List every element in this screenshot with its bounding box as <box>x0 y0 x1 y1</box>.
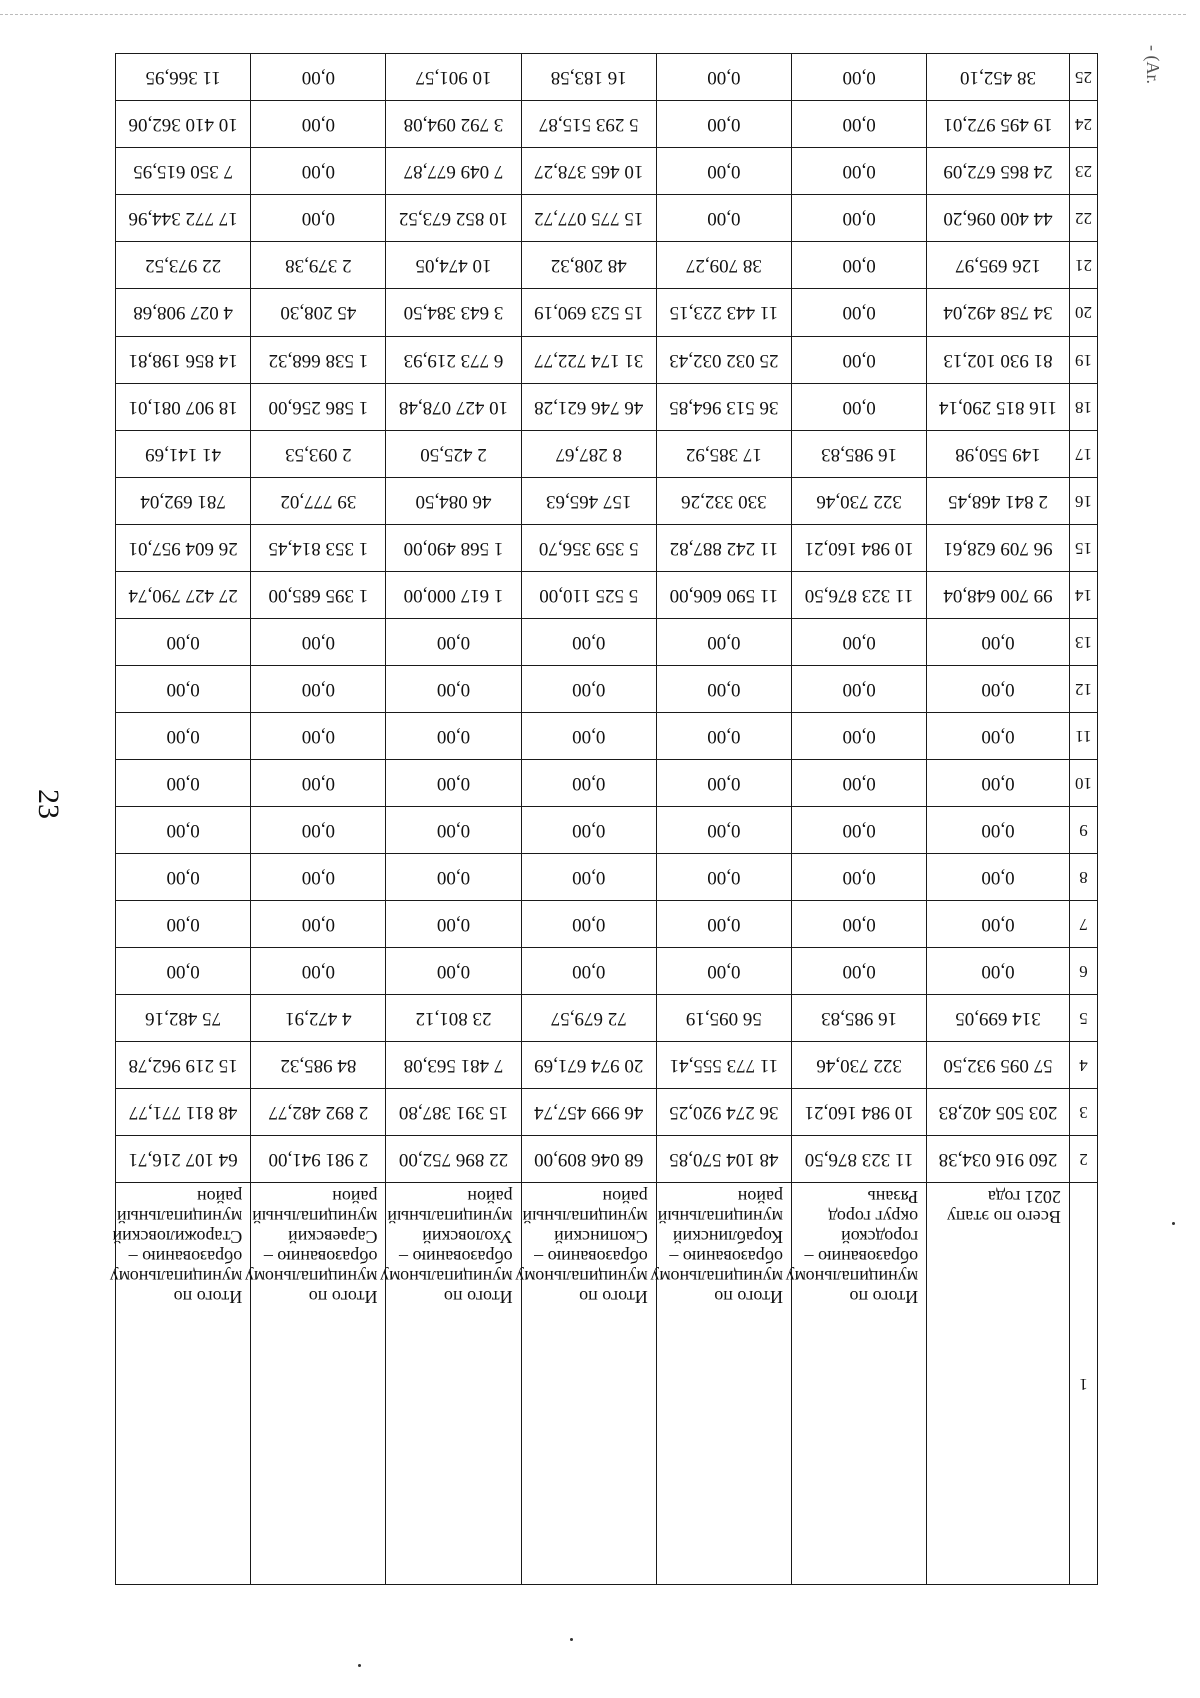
value-cell: 48 811 771,77 <box>116 1089 251 1136</box>
value-cell: 116 815 290,14 <box>927 383 1070 430</box>
value-cell: 0,00 <box>656 148 791 195</box>
value-cell: 2 892 482,77 <box>251 1089 386 1136</box>
value-cell: 27 427 790,74 <box>116 571 251 618</box>
rotated-table-wrapper <box>109 53 1098 1585</box>
value-cell: 0,00 <box>656 759 791 806</box>
value-cell: 7 350 615,95 <box>116 148 251 195</box>
value-cell: 0,00 <box>251 618 386 665</box>
value-cell: 0,00 <box>386 900 521 947</box>
value-cell: 0,00 <box>521 712 656 759</box>
value-cell: 0,00 <box>791 54 926 101</box>
value-cell: 5 359 356,70 <box>521 524 656 571</box>
value-cell: 0,00 <box>251 101 386 148</box>
table-row <box>116 1089 1098 1136</box>
table-row <box>116 947 1098 994</box>
table-holder <box>109 53 1098 1585</box>
column-number-cell: 5 <box>1069 994 1097 1041</box>
value-cell: 0,00 <box>656 900 791 947</box>
value-cell: 0,00 <box>927 618 1070 665</box>
value-cell: 10 984 160,21 <box>791 1089 926 1136</box>
value-cell: 15 391 387,80 <box>386 1089 521 1136</box>
column-number-cell: 14 <box>1069 571 1097 618</box>
table-row <box>116 242 1098 289</box>
value-cell: 25 032 032,43 <box>656 336 791 383</box>
column-number-cell: 22 <box>1069 195 1097 242</box>
table-row <box>116 430 1098 477</box>
column-number-cell: 4 <box>1069 1041 1097 1088</box>
value-cell: 0,00 <box>791 665 926 712</box>
row-label-cell: Итого по муниципальному образованию – Старожиловский муниципальный район <box>116 1183 251 1585</box>
column-number-cell: 23 <box>1069 148 1097 195</box>
value-cell: 16 985,83 <box>791 994 926 1041</box>
value-cell: 46 999 457,74 <box>521 1089 656 1136</box>
table-row <box>116 618 1098 665</box>
table-row <box>116 665 1098 712</box>
table-row <box>116 148 1098 195</box>
value-cell: 0,00 <box>521 806 656 853</box>
row-label-cell: Итого по муниципальному образованию – Скопинский муниципальный район <box>521 1183 656 1585</box>
value-cell: 0,00 <box>386 665 521 712</box>
value-cell: 3 792 094,08 <box>386 101 521 148</box>
value-cell: 16 985,83 <box>791 430 926 477</box>
value-cell: 0,00 <box>116 712 251 759</box>
value-cell: 0,00 <box>791 195 926 242</box>
table-row <box>116 1041 1098 1088</box>
value-cell: 0,00 <box>927 665 1070 712</box>
value-cell: 38 452,10 <box>927 54 1070 101</box>
value-cell: 46 084,50 <box>386 477 521 524</box>
value-cell: 0,00 <box>386 759 521 806</box>
value-cell: 0,00 <box>521 900 656 947</box>
scan-speck <box>358 1664 361 1667</box>
value-cell: 11 366,95 <box>116 54 251 101</box>
table-row <box>116 994 1098 1041</box>
value-cell: 0,00 <box>927 712 1070 759</box>
value-cell: 10 410 362,06 <box>116 101 251 148</box>
value-cell: 11 323 876,50 <box>791 1136 926 1183</box>
value-cell: 17 385,92 <box>656 430 791 477</box>
value-cell: 0,00 <box>251 665 386 712</box>
column-number-cell: 18 <box>1069 383 1097 430</box>
value-cell: 0,00 <box>116 947 251 994</box>
value-cell: 11 242 887,82 <box>656 524 791 571</box>
value-cell: 0,00 <box>251 54 386 101</box>
value-cell: 0,00 <box>656 195 791 242</box>
value-cell: 0,00 <box>116 665 251 712</box>
value-cell: 0,00 <box>927 947 1070 994</box>
value-cell: 57 095 932,50 <box>927 1041 1070 1088</box>
value-cell: 10 474,05 <box>386 242 521 289</box>
column-number-cell: 16 <box>1069 477 1097 524</box>
table-row <box>116 289 1098 336</box>
value-cell: 0,00 <box>791 853 926 900</box>
column-number-cell: 12 <box>1069 665 1097 712</box>
value-cell: 18 907 081,01 <box>116 383 251 430</box>
value-cell: 75 482,16 <box>116 994 251 1041</box>
value-cell: 24 865 672,09 <box>927 148 1070 195</box>
value-cell: 10 852 673,52 <box>386 195 521 242</box>
value-cell: 0,00 <box>116 900 251 947</box>
value-cell: 72 679,57 <box>521 994 656 1041</box>
table-row <box>116 712 1098 759</box>
value-cell: 0,00 <box>927 806 1070 853</box>
table-row <box>116 759 1098 806</box>
value-cell: 0,00 <box>791 383 926 430</box>
value-cell: 0,00 <box>521 665 656 712</box>
value-cell: 0,00 <box>386 712 521 759</box>
value-cell: 11 590 606,00 <box>656 571 791 618</box>
table-row <box>116 477 1098 524</box>
value-cell: 1 568 490,00 <box>386 524 521 571</box>
value-cell: 0,00 <box>251 195 386 242</box>
value-cell: 2 093,53 <box>251 430 386 477</box>
column-number-cell: 24 <box>1069 101 1097 148</box>
value-cell: 1 353 814,45 <box>251 524 386 571</box>
value-cell: 6 773 219,93 <box>386 336 521 383</box>
value-cell: 0,00 <box>251 900 386 947</box>
table-row <box>116 383 1098 430</box>
value-cell: 0,00 <box>791 806 926 853</box>
value-cell: 46 746 621,28 <box>521 383 656 430</box>
value-cell: 15 219 962,78 <box>116 1041 251 1088</box>
value-cell: 36 274 920,25 <box>656 1089 791 1136</box>
table-row <box>116 1136 1098 1183</box>
table-row <box>116 524 1098 571</box>
value-cell: 0,00 <box>927 853 1070 900</box>
value-cell: 0,00 <box>521 618 656 665</box>
column-number-cell: 7 <box>1069 900 1097 947</box>
value-cell: 48 208,32 <box>521 242 656 289</box>
value-cell: 4 027 908,68 <box>116 289 251 336</box>
value-cell: 7 049 677,87 <box>386 148 521 195</box>
table-row <box>116 571 1098 618</box>
value-cell: 260 916 034,38 <box>927 1136 1070 1183</box>
value-cell: 203 505 402,83 <box>927 1089 1070 1136</box>
value-cell: 11 443 223,15 <box>656 289 791 336</box>
value-cell: 1 538 668,32 <box>251 336 386 383</box>
value-cell: 10 901,57 <box>386 54 521 101</box>
value-cell: 2 981 941,00 <box>251 1136 386 1183</box>
value-cell: 10 984 160,21 <box>791 524 926 571</box>
value-cell: 322 730,46 <box>791 1041 926 1088</box>
value-cell: 0,00 <box>656 712 791 759</box>
value-cell: 0,00 <box>791 618 926 665</box>
value-cell: 0,00 <box>656 806 791 853</box>
value-cell: 31 174 722,77 <box>521 336 656 383</box>
value-cell: 314 699,05 <box>927 994 1070 1041</box>
value-cell: 41 141,69 <box>116 430 251 477</box>
value-cell: 44 400 096,20 <box>927 195 1070 242</box>
value-cell: 36 513 964,85 <box>656 383 791 430</box>
scan-speck <box>1172 1222 1175 1225</box>
value-cell: 0,00 <box>116 618 251 665</box>
value-cell: 64 107 216,71 <box>116 1136 251 1183</box>
column-number-cell: 21 <box>1069 242 1097 289</box>
value-cell: 0,00 <box>116 759 251 806</box>
value-cell: 0,00 <box>251 806 386 853</box>
value-cell: 96 709 628,61 <box>927 524 1070 571</box>
column-number-cell: 2 <box>1069 1136 1097 1183</box>
value-cell: 68 046 809,00 <box>521 1136 656 1183</box>
value-cell: 149 550,98 <box>927 430 1070 477</box>
scan-edge-line <box>0 14 1186 15</box>
value-cell: 10 465 378,27 <box>521 148 656 195</box>
value-cell: 330 332,26 <box>656 477 791 524</box>
table-row <box>116 54 1098 101</box>
value-cell: 1 586 256,00 <box>251 383 386 430</box>
value-cell: 7 481 563,08 <box>386 1041 521 1088</box>
value-cell: 0,00 <box>251 853 386 900</box>
value-cell: 0,00 <box>656 853 791 900</box>
value-cell: 0,00 <box>251 947 386 994</box>
value-cell: 0,00 <box>116 806 251 853</box>
row-label-cell: Итого по муниципальному образованию – Ухоловский муниципальный район <box>386 1183 521 1585</box>
value-cell: 81 930 102,13 <box>927 336 1070 383</box>
value-cell: 0,00 <box>251 712 386 759</box>
value-cell: 23 801,12 <box>386 994 521 1041</box>
value-cell: 26 604 957,01 <box>116 524 251 571</box>
value-cell: 0,00 <box>386 947 521 994</box>
value-cell: 17 772 344,96 <box>116 195 251 242</box>
value-cell: 48 104 570,85 <box>656 1136 791 1183</box>
value-cell: 38 709,27 <box>656 242 791 289</box>
value-cell: 0,00 <box>656 54 791 101</box>
value-cell: 4 472,91 <box>251 994 386 1041</box>
value-cell: 0,00 <box>791 101 926 148</box>
value-cell: 157 465,63 <box>521 477 656 524</box>
value-cell: 8 287,67 <box>521 430 656 477</box>
value-cell: 0,00 <box>656 947 791 994</box>
scan-speck <box>570 1638 573 1641</box>
value-cell: 2 425,50 <box>386 430 521 477</box>
value-cell: 0,00 <box>656 101 791 148</box>
table-row <box>116 195 1098 242</box>
value-cell: 11 323 876,50 <box>791 571 926 618</box>
value-cell: 0,00 <box>791 148 926 195</box>
value-cell: 0,00 <box>791 900 926 947</box>
table-row <box>116 101 1098 148</box>
row-label-cell: Итого по муниципальному образованию – Сараевский муниципальный район <box>251 1183 386 1585</box>
column-number-cell: 1 <box>1069 1183 1097 1585</box>
value-cell: 0,00 <box>521 759 656 806</box>
value-cell: 20 974 671,69 <box>521 1041 656 1088</box>
value-cell: 0,00 <box>656 618 791 665</box>
table-row <box>116 806 1098 853</box>
value-cell: 11 773 555,41 <box>656 1041 791 1088</box>
value-cell: 84 985,32 <box>251 1041 386 1088</box>
column-number-cell: 3 <box>1069 1089 1097 1136</box>
value-cell: 22 973,52 <box>116 242 251 289</box>
value-cell: 45 208,30 <box>251 289 386 336</box>
value-cell: 34 758 492,04 <box>927 289 1070 336</box>
value-cell: 56 095,19 <box>656 994 791 1041</box>
page-number: 23 <box>32 789 65 819</box>
column-number-cell: 15 <box>1069 524 1097 571</box>
value-cell: 0,00 <box>251 148 386 195</box>
column-number-cell: 20 <box>1069 289 1097 336</box>
value-cell: 781 692,04 <box>116 477 251 524</box>
value-cell: 5 293 515,87 <box>521 101 656 148</box>
value-cell: 0,00 <box>521 947 656 994</box>
value-cell: 0,00 <box>927 900 1070 947</box>
row-label-cell: Итого по муниципальному образованию – городской округ город Рязань <box>791 1183 926 1585</box>
value-cell: 0,00 <box>791 759 926 806</box>
value-cell: 1 395 685,00 <box>251 571 386 618</box>
value-cell: 15 775 077,72 <box>521 195 656 242</box>
value-cell: 5 525 110,00 <box>521 571 656 618</box>
value-cell: 1 617 000,00 <box>386 571 521 618</box>
value-cell: 14 856 198,81 <box>116 336 251 383</box>
column-number-cell: 10 <box>1069 759 1097 806</box>
value-cell: 0,00 <box>386 806 521 853</box>
value-cell: 0,00 <box>386 618 521 665</box>
row-label-cell: Итого по муниципальному образованию – Кораблинский муниципальный район <box>656 1183 791 1585</box>
value-cell: 22 896 752,00 <box>386 1136 521 1183</box>
column-number-cell: 9 <box>1069 806 1097 853</box>
value-cell: 0,00 <box>386 853 521 900</box>
value-cell: 0,00 <box>251 759 386 806</box>
column-number-cell: 17 <box>1069 430 1097 477</box>
value-cell: 126 695,97 <box>927 242 1070 289</box>
value-cell: 99 700 648,04 <box>927 571 1070 618</box>
value-cell: 19 495 972,01 <box>927 101 1070 148</box>
value-cell: 322 730,46 <box>791 477 926 524</box>
column-number-cell: 8 <box>1069 853 1097 900</box>
column-number-cell: 13 <box>1069 618 1097 665</box>
row-label-cell: Всего по этапу 2021 года <box>927 1183 1070 1585</box>
value-cell: 0,00 <box>927 759 1070 806</box>
value-cell: 0,00 <box>791 289 926 336</box>
table-row <box>116 336 1098 383</box>
value-cell: 15 523 690,19 <box>521 289 656 336</box>
column-number-cell: 11 <box>1069 712 1097 759</box>
value-cell: 0,00 <box>116 853 251 900</box>
value-cell: 3 643 384,50 <box>386 289 521 336</box>
column-number-cell: 19 <box>1069 336 1097 383</box>
data-table <box>109 53 1098 1585</box>
table-row <box>116 853 1098 900</box>
table-label-row <box>116 1183 1098 1585</box>
value-cell: 0,00 <box>791 242 926 289</box>
value-cell: 10 427 078,48 <box>386 383 521 430</box>
value-cell: 0,00 <box>791 947 926 994</box>
column-number-cell: 25 <box>1069 54 1097 101</box>
handwritten-marks: - (Ar. <box>1143 45 1163 84</box>
value-cell: 2 841 468,45 <box>927 477 1070 524</box>
column-number-cell: 6 <box>1069 947 1097 994</box>
value-cell: 2 379,38 <box>251 242 386 289</box>
value-cell: 16 183,58 <box>521 54 656 101</box>
value-cell: 0,00 <box>521 853 656 900</box>
value-cell: 0,00 <box>656 665 791 712</box>
value-cell: 0,00 <box>791 712 926 759</box>
value-cell: 39 777,02 <box>251 477 386 524</box>
value-cell: 0,00 <box>791 336 926 383</box>
table-row <box>116 900 1098 947</box>
